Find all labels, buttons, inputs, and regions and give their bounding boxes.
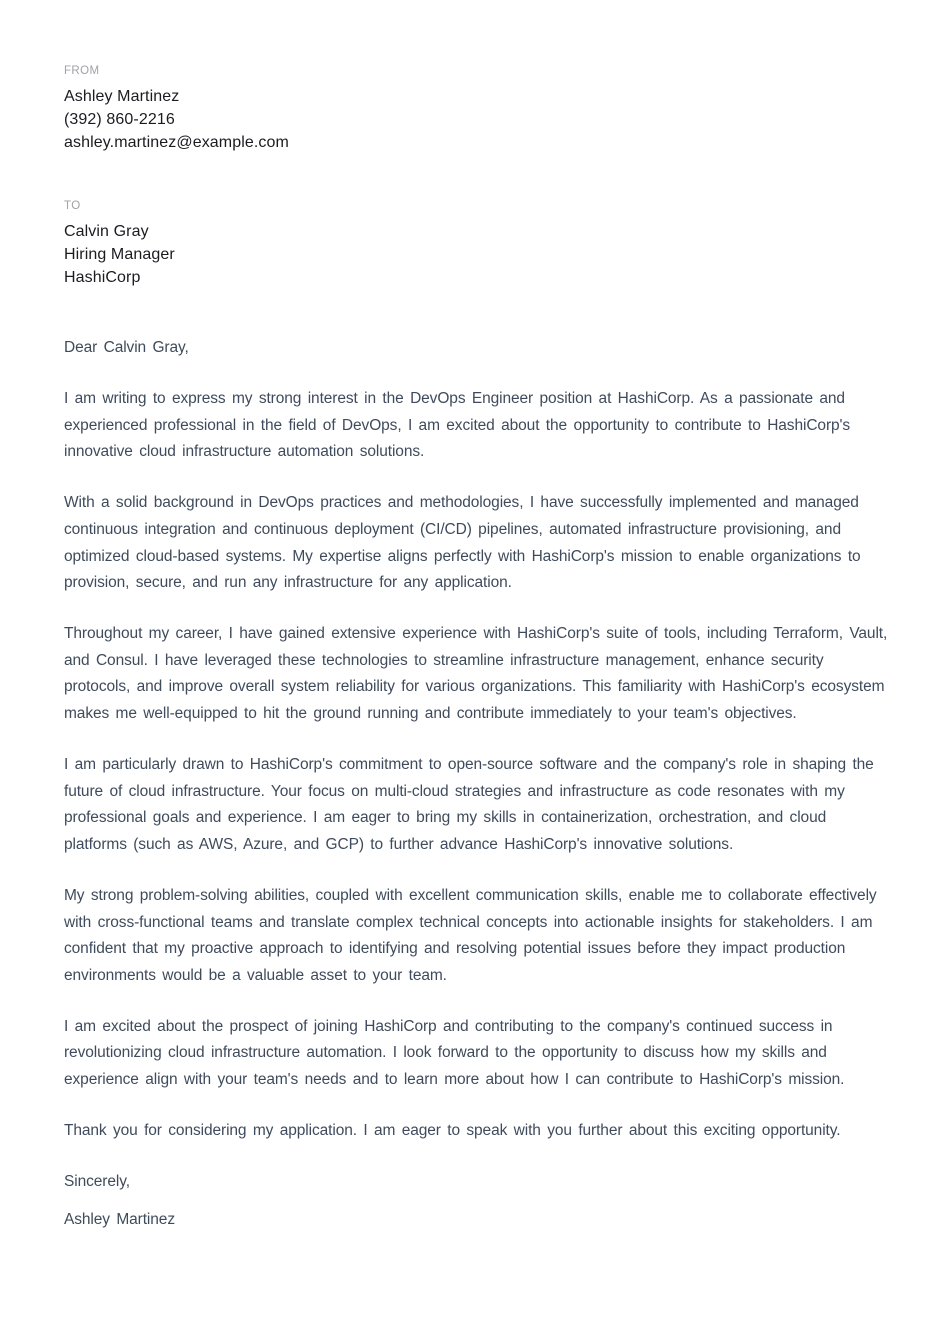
letter-closing: Sincerely, (64, 1173, 130, 1191)
sender-block (64, 64, 890, 154)
to-label: TO (64, 200, 81, 212)
recipient-company: HashiCorp (64, 269, 141, 286)
letter-paragraph: I am writing to express my strong interest in the DevOps Engineer position at HashiCorp. As a passionate and experienced professional in the field of DevOps, I am excited about the opportunity to contribute to HashiCorp's innovative cloud infrastructure automation solutions. (64, 390, 851, 461)
from-label: FROM (64, 65, 100, 77)
recipient-title: Hiring Manager (64, 246, 175, 263)
letter-paragraph: With a solid background in DevOps practices and methodologies, I have successfully implemented and managed continuous integration and continuous deployment (CI/CD) pipelines, automated infrastructure provisioning, and optimized cloud-based systems. My expertise aligns perfectly with HashiCorp's mission to enable organizations to provision, secure, and run any infrastructure for any application. (64, 494, 861, 592)
letter-body (64, 335, 890, 1234)
sender-email: ashley.martinez@example.com (64, 134, 289, 151)
letter-paragraph: Throughout my career, I have gained extensive experience with HashiCorp's suite of tools, including Terraform, Vault, and Consul. I have leveraged these technologies to streamline infrastructure management, enhance security protocols, and improve overall system reliability for various organizations. This familiarity with HashiCorp's ecosystem makes me well-equipped to hit the ground running and contribute immediately to your team's objectives. (64, 625, 888, 723)
sender-phone: (392) 860-2216 (64, 111, 175, 128)
letter-signature: Ashley Martinez (64, 1211, 175, 1229)
recipient-name: Calvin Gray (64, 223, 149, 240)
letter-paragraph: I am excited about the prospect of joining HashiCorp and contributing to the company's continued success in revolutionizing cloud infrastructure automation. I look forward to the opportunity to discuss how my skills and experience align with your team's needs and to learn more about how I can contribute to HashiCorp's mission. (64, 1017, 845, 1089)
recipient-block (64, 199, 890, 289)
letter-paragraph: I am particularly drawn to HashiCorp's commitment to open-source software and the company's role in shaping the future of cloud infrastructure. Your focus on multi-cloud strategies and infrastructure as code resonates with my professional goals and experience. I am eager to bring my skills in containerization, orchestration, and cloud platforms (such as AWS, Azure, and GCP) to further advance HashiCorp's innovative solutions. (64, 756, 874, 853)
letter-paragraph: My strong problem-solving abilities, coupled with excellent communication skills, enable me to collaborate effectively with cross-functional teams and translate complex technical concepts into actionable insights for stakeholders. I am confident that my proactive approach to identifying and resolving potential issues before they impact production environments would be a valuable asset to your team. (64, 887, 877, 984)
letter-paragraph: Thank you for considering my application. I am eager to speak with you further about this exciting opportunity. (64, 1122, 841, 1140)
sender-name: Ashley Martinez (64, 88, 180, 105)
letter-greeting: Dear Calvin Gray, (64, 339, 189, 356)
